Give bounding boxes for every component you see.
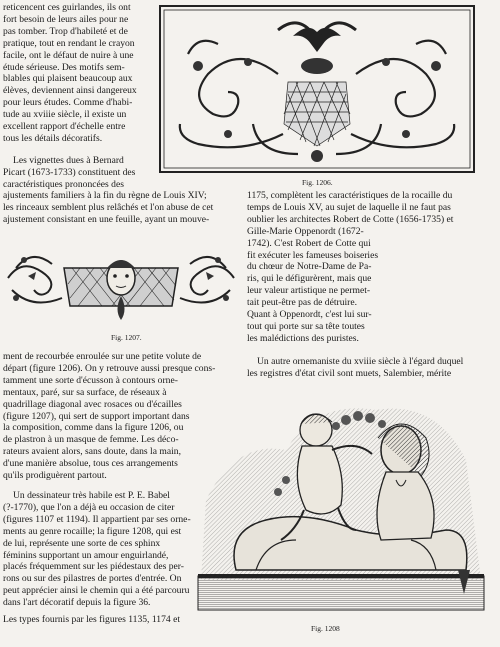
babel-paragraph — [3, 490, 193, 609]
figure-1208 — [196, 380, 486, 618]
text-line: la composition, comme dans la figure 1206, ou — [3, 422, 184, 434]
text-line: (figure 1207), qui sert de support important dans — [3, 410, 190, 422]
text-line: Les vignettes dues à Bernard — [13, 155, 124, 166]
text-line: tait peut-être pas de détruire. — [247, 297, 358, 309]
text-line: qu'ils prodiguèrent partout. — [3, 470, 107, 482]
text-line: 1742). C'est Robert de Cotte qui — [247, 237, 371, 249]
text-line: Un dessinateur très habile est P. E. Babel — [13, 490, 170, 501]
text-line: tamment une sorte d'écusson à contours orne- — [3, 374, 178, 386]
text-line: pas tomber. Trop d'habileté et de — [3, 25, 128, 37]
sphinx-engraving-icon — [196, 380, 486, 618]
right-column — [247, 190, 480, 345]
text-line: tude au xviiie siècle, il existe un — [3, 109, 127, 121]
text-line: pour leurs études. Comme d'habi- — [3, 97, 133, 109]
text-line: élèves, deviennent ainsi dangereux — [3, 85, 137, 97]
text-line: (figures 1107 et 1194). Il appartient par ses orne- — [3, 513, 191, 525]
text-line: quadrillage diagonal avec rosaces ou d'écailles — [3, 398, 182, 410]
text-line: dans l'art décoratif depuis la figure 36. — [3, 597, 151, 609]
text-line: tout qui porte sur sa tête toutes — [247, 320, 365, 332]
caption-fig1208: Fig. 1208 — [311, 624, 340, 633]
caption-fig1207: Fig. 1207. — [111, 333, 142, 342]
text-line: Quant à Oppenordt, c'est lui sur- — [247, 309, 372, 321]
text-line: étude sérieuse. Des motifs sem- — [3, 61, 125, 73]
text-line: pratique, tout en rendant le crayon — [3, 37, 135, 49]
text-line: féminins supportant un amour enguirlandé, — [3, 549, 169, 561]
text-line: du chœur de Notre-Dame de Pa- — [247, 261, 372, 273]
text-line: Gille-Marie Oppenordt (1672- — [247, 225, 364, 237]
text-line: temps de Louis XV, au sujet de laquelle il ne faut pas — [247, 201, 451, 213]
text-line: 1175, complètent les caractéristiques de la rocaille du — [247, 190, 453, 201]
figure-1207 — [2, 238, 240, 330]
text-line: oublier les architectes Robert de Cotte (1656-1735) et — [247, 213, 454, 225]
text-line: leur valeur artistique ne permet- — [247, 285, 371, 297]
text-line: peut apprécier ainsi le chemin qui a été parcouru — [3, 585, 190, 597]
text-line: excellent rapport d'échelle entre — [3, 121, 126, 133]
text-line: blables qui plaisent beaucoup aux — [3, 73, 133, 85]
top-left-column — [3, 2, 155, 145]
text-line: rons ou sur des pilastres de portes d'entrée. On — [3, 573, 182, 585]
eagle-ornament-icon — [158, 4, 476, 174]
text-line: Les types fournis par les figures 1135, 1174 et — [3, 614, 181, 625]
ajustements-paragraph — [3, 190, 241, 226]
text-line: les rinceaux semblent plus relâchés et l'on abuse de cet — [3, 201, 214, 213]
figure-1206 — [158, 4, 476, 174]
text-line: reticencent ces guirlandes, ils ont — [3, 2, 131, 13]
text-line: Un autre ornemaniste du xviiie siècle à l'égard duquel — [257, 356, 464, 367]
text-line: de plastron à un masque de femme. Les déco- — [3, 434, 179, 446]
text-line: d'une manière absolue, tous ces arrangements — [3, 458, 178, 470]
text-line: ments au genre rocaille; la figure 1208, qui est — [3, 525, 182, 537]
text-line: ajustement consistant en une feuille, ayant un mouve- — [3, 213, 210, 225]
text-line: de lui, représente une sorte de ces sphinx — [3, 537, 161, 549]
text-line: ajustements familiers à la fin du règne de Louis XIV; — [3, 190, 207, 201]
text-line: fort besoin de leurs ailes pour ne — [3, 13, 129, 25]
text-line: mentaux, paré, sur sa surface, de réseaux à — [3, 386, 167, 398]
salembier-paragraph — [247, 356, 480, 380]
caption-fig1206: Fig. 1206. — [302, 178, 333, 187]
text-line: caractéristiques prononcées des — [3, 178, 124, 190]
text-line: fit exécuter les fameuses boiseries — [247, 249, 379, 261]
text-line: les malédictions des puristes. — [247, 332, 359, 344]
text-line: (?-1770), que l'on a déjà eu occasion de citer — [3, 501, 175, 513]
text-line: ris, qui le défigurèrent, mais que — [247, 273, 372, 285]
text-line: départ (figure 1206). On y retrouve aussi presque cons- — [3, 362, 216, 374]
cartouche-ornament-icon — [2, 238, 240, 330]
vignettes-paragraph — [3, 155, 155, 191]
text-line: les registres d'état civil sont muets, Salembier, mérite — [247, 367, 452, 379]
text-line: ment de recourbée enroulée sur une petite volute de — [3, 351, 202, 362]
text-line: placés fréquemment sur les piédestaux des per- — [3, 561, 184, 573]
last-line — [3, 614, 193, 626]
text-line: facile, ont le défaut de nuire à une — [3, 49, 134, 61]
text-line: tous les détails décoratifs. — [3, 132, 103, 144]
text-line: rateurs avaient alors, sans doute, dans la main, — [3, 446, 181, 458]
text-line: Picart (1673-1733) constituent des — [3, 166, 136, 178]
